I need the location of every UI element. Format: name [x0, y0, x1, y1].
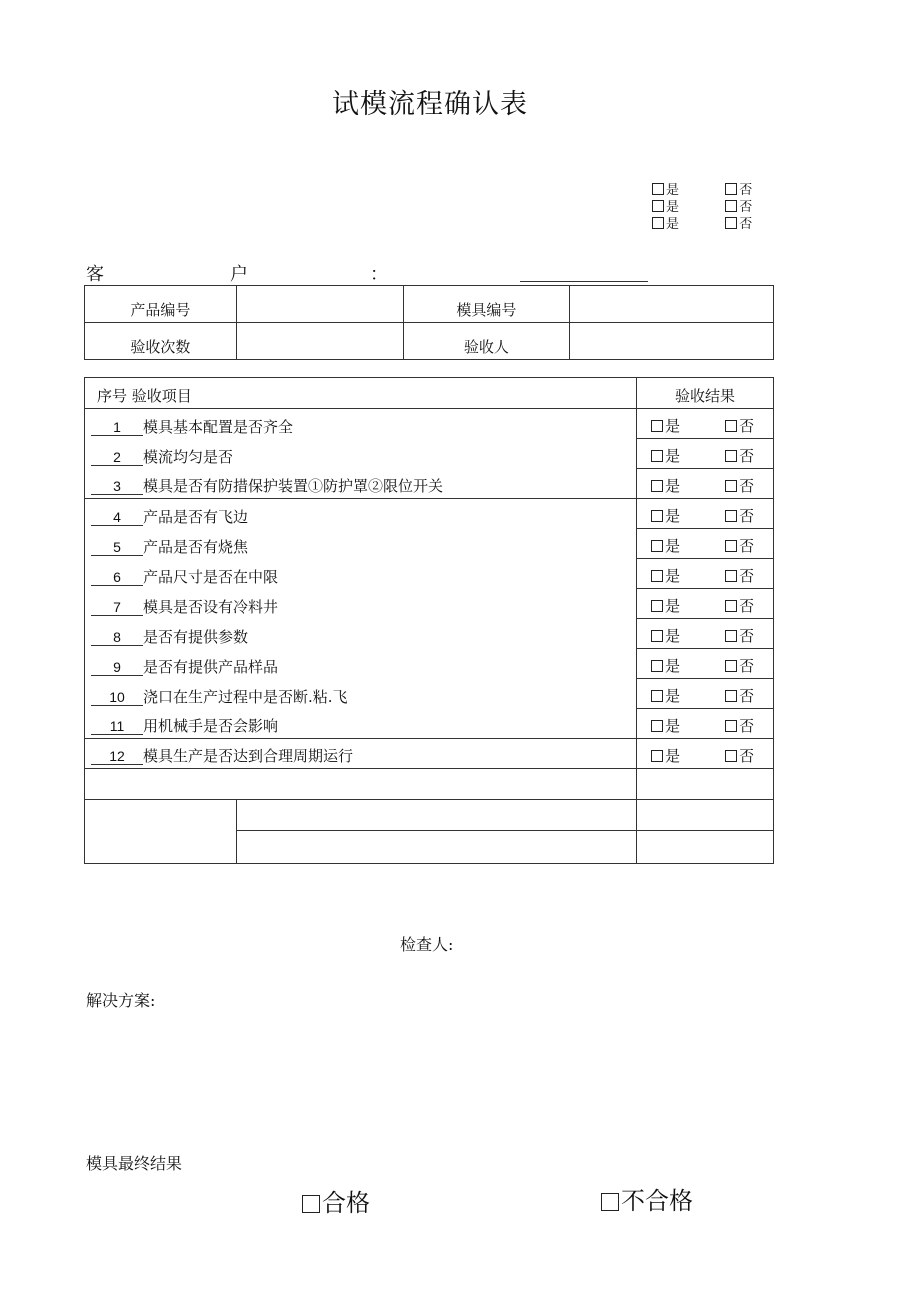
no-label: 否: [739, 507, 755, 525]
item-number: 3: [91, 478, 143, 495]
info-row: [85, 323, 774, 360]
table-row: [85, 619, 774, 649]
table-row: [85, 679, 774, 709]
item-text: 产品是否有烧焦: [143, 537, 249, 556]
item-text: 浇口在生产过程中是否断.粘.飞: [143, 687, 348, 706]
top-check-row: [652, 199, 772, 216]
table-header: [85, 378, 774, 409]
table-row: [85, 589, 774, 619]
item-number: 2: [91, 449, 143, 466]
item-cell: [85, 589, 637, 619]
item-cell: [85, 679, 637, 709]
result-cell: [637, 619, 774, 649]
header-result: 验收结果: [637, 378, 774, 409]
customer-label-char1: 客: [86, 264, 104, 285]
item-cell: [85, 469, 637, 499]
top-check-group: [652, 182, 772, 233]
result-cell: [637, 709, 774, 739]
inspector-value[interactable]: [570, 323, 774, 360]
inspection-table: [84, 377, 774, 864]
customer-field: [86, 260, 686, 286]
yes-checkbox[interactable]: [651, 540, 663, 552]
yes-label: 是: [665, 477, 681, 495]
item-number: 10: [91, 689, 143, 706]
product-no-value[interactable]: [236, 286, 403, 323]
result-cell: [637, 499, 774, 529]
checker-label: 检查人:: [400, 935, 454, 954]
top-check-row: [652, 182, 772, 199]
blank-cell[interactable]: [637, 831, 774, 864]
yes-label: 是: [665, 747, 681, 765]
yes-checkbox[interactable]: [651, 660, 663, 672]
result-cell: [637, 649, 774, 679]
result-cell: [637, 589, 774, 619]
no-checkbox[interactable]: [725, 660, 737, 672]
table-row: [85, 499, 774, 529]
item-cell: [85, 499, 637, 529]
yes-label: 是: [666, 183, 680, 198]
mold-no-label: 模具编号: [403, 286, 570, 323]
yes-checkbox[interactable]: [651, 750, 663, 762]
no-checkbox[interactable]: [725, 480, 737, 492]
item-number: 11: [91, 718, 143, 735]
item-number: 8: [91, 629, 143, 646]
item-text: 模具基本配置是否齐全: [143, 417, 294, 436]
blank-cell[interactable]: [85, 800, 237, 864]
no-checkbox[interactable]: [725, 570, 737, 582]
blank-cell[interactable]: [637, 769, 774, 800]
item-cell: [85, 649, 637, 679]
no-label: 否: [739, 447, 755, 465]
blank-cell[interactable]: [85, 769, 637, 800]
final-pass-option[interactable]: [302, 1183, 370, 1218]
item-cell: [85, 439, 637, 469]
item-rows: [85, 409, 774, 769]
inspect-count-value[interactable]: [236, 323, 403, 360]
no-checkbox[interactable]: [725, 510, 737, 522]
no-checkbox[interactable]: [725, 630, 737, 642]
yes-label: 是: [665, 537, 681, 555]
item-cell: [85, 529, 637, 559]
no-checkbox[interactable]: [725, 217, 737, 229]
yes-checkbox[interactable]: [651, 600, 663, 612]
result-cell: [637, 409, 774, 439]
yes-label: 是: [665, 447, 681, 465]
no-checkbox[interactable]: [725, 540, 737, 552]
fail-label: 不合格: [621, 1187, 693, 1215]
header-seq: 序号: [97, 387, 128, 405]
item-text: 模具是否有防措保护装置①防护罩②限位开关: [143, 477, 444, 495]
no-checkbox[interactable]: [725, 183, 737, 195]
result-cell: [637, 679, 774, 709]
item-cell: [85, 709, 637, 739]
inspect-count-label: 验收次数: [85, 323, 237, 360]
yes-checkbox[interactable]: [651, 510, 663, 522]
yes-label: 是: [666, 200, 680, 215]
table-row: [85, 559, 774, 589]
no-checkbox[interactable]: [725, 750, 737, 762]
product-no-label: 产品编号: [85, 286, 237, 323]
no-checkbox[interactable]: [725, 450, 737, 462]
info-table: [84, 285, 774, 360]
item-text: 模流均匀是否: [143, 447, 234, 466]
blank-row: [85, 769, 774, 800]
item-number: 6: [91, 569, 143, 586]
item-number: 12: [91, 748, 143, 765]
no-label: 否: [739, 183, 753, 198]
customer-colon: ：: [370, 264, 388, 285]
yes-label: 是: [665, 567, 681, 585]
no-label: 否: [739, 537, 755, 555]
no-label: 否: [739, 747, 755, 765]
no-label: 否: [739, 657, 755, 675]
final-fail-option[interactable]: [601, 1181, 693, 1216]
item-number: 5: [91, 539, 143, 556]
item-text: 是否有提供产品样品: [143, 657, 279, 676]
item-text: 是否有提供参数: [143, 627, 249, 646]
no-label: 否: [739, 717, 755, 735]
customer-value-line[interactable]: [520, 281, 648, 282]
item-cell: [85, 409, 637, 439]
yes-label: 是: [665, 627, 681, 645]
item-text: 模具生产是否达到合理周期运行: [143, 747, 354, 765]
yes-label: 是: [666, 217, 680, 232]
table-row: [85, 709, 774, 739]
result-cell: [637, 529, 774, 559]
blank-cell[interactable]: [236, 800, 636, 831]
table-row: [85, 529, 774, 559]
item-cell: [85, 619, 637, 649]
mold-no-value[interactable]: [570, 286, 774, 323]
item-text: 用机械手是否会影响: [143, 717, 279, 735]
item-number: 1: [91, 419, 143, 436]
yes-checkbox[interactable]: [652, 183, 664, 195]
blank-cell[interactable]: [637, 800, 774, 831]
top-check-row: [652, 216, 772, 233]
table-row: [85, 649, 774, 679]
table-row: [85, 439, 774, 469]
no-label: 否: [739, 567, 755, 585]
no-checkbox[interactable]: [725, 420, 737, 432]
yes-checkbox[interactable]: [651, 420, 663, 432]
no-checkbox[interactable]: [725, 720, 737, 732]
yes-checkbox[interactable]: [651, 630, 663, 642]
customer-label-char2: 户: [230, 264, 248, 285]
header-item: 验收项目: [131, 387, 192, 405]
result-cell: [637, 439, 774, 469]
item-number: 4: [91, 509, 143, 526]
fail-checkbox[interactable]: [601, 1193, 619, 1211]
result-cell: [637, 739, 774, 769]
no-checkbox[interactable]: [725, 690, 737, 702]
yes-label: 是: [665, 717, 681, 735]
yes-checkbox[interactable]: [651, 480, 663, 492]
item-text: 产品是否有飞边: [143, 507, 249, 526]
table-row: [85, 739, 774, 769]
yes-checkbox[interactable]: [652, 217, 664, 229]
yes-checkbox[interactable]: [651, 690, 663, 702]
yes-label: 是: [665, 597, 681, 615]
item-text: 产品尺寸是否在中限: [143, 567, 279, 586]
yes-label: 是: [665, 417, 681, 435]
no-label: 否: [739, 477, 755, 495]
result-cell: [637, 469, 774, 499]
yes-label: 是: [665, 657, 681, 675]
no-label: 否: [739, 417, 755, 435]
inspector-label: 验收人: [403, 323, 570, 360]
item-number: 7: [91, 599, 143, 616]
yes-checkbox[interactable]: [652, 200, 664, 212]
yes-label: 是: [665, 687, 681, 705]
no-label: 否: [739, 627, 755, 645]
no-label: 否: [739, 200, 753, 215]
item-cell: [85, 739, 637, 769]
blank-row: [85, 800, 774, 831]
no-checkbox[interactable]: [725, 200, 737, 212]
yes-label: 是: [665, 507, 681, 525]
header-seq-item: [85, 378, 637, 409]
info-row: [85, 286, 774, 323]
item-cell: [85, 559, 637, 589]
page-title: 试模流程确认表: [332, 89, 528, 120]
table-row: [85, 469, 774, 499]
blank-cell[interactable]: [236, 831, 636, 864]
no-checkbox[interactable]: [725, 600, 737, 612]
no-label: 否: [739, 217, 753, 232]
yes-checkbox[interactable]: [651, 450, 663, 462]
no-label: 否: [739, 687, 755, 705]
result-cell: [637, 559, 774, 589]
item-text: 模具是否设有冷料井: [143, 597, 279, 616]
yes-checkbox[interactable]: [651, 570, 663, 582]
item-number: 9: [91, 659, 143, 676]
pass-label: 合格: [322, 1189, 370, 1217]
solution-label: 解决方案:: [86, 991, 156, 1010]
final-result-label: 模具最终结果: [86, 1154, 183, 1173]
table-row: [85, 409, 774, 439]
yes-checkbox[interactable]: [651, 720, 663, 732]
no-label: 否: [739, 597, 755, 615]
pass-checkbox[interactable]: [302, 1195, 320, 1213]
